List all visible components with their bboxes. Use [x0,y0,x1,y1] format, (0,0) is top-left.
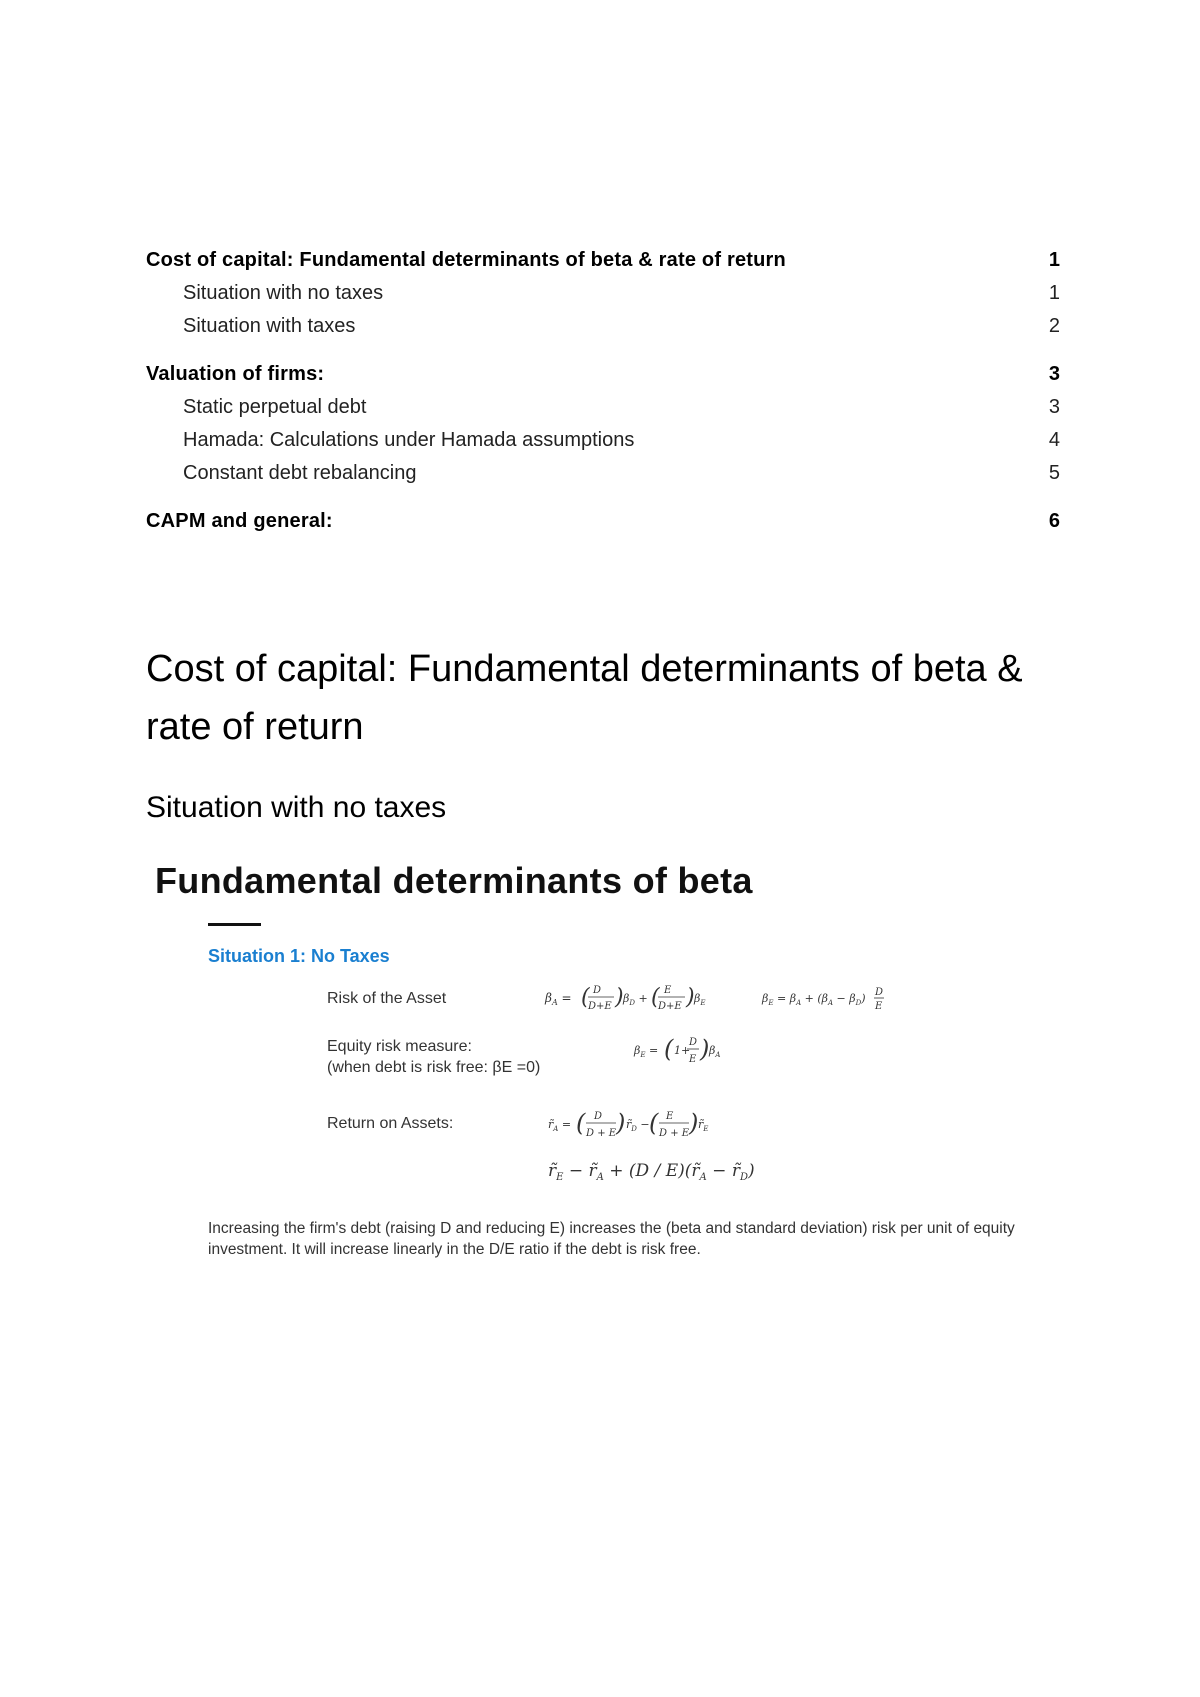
svg-text:(: ( [581,985,590,1010]
table-of-contents [146,244,1060,538]
svg-text:E: E [875,1001,883,1012]
toc-entry-title: CAPM and general: [146,510,333,532]
svg-text:): ) [689,1109,699,1137]
formula-beta-equity-svg [634,1030,734,1070]
slide-title-underline [208,923,261,926]
svg-text:D: D [689,1037,698,1048]
svg-text:D: D [875,987,884,998]
svg-text:D+E: D+E [658,1001,682,1012]
svg-text:(: ( [651,985,660,1010]
formula-return-equity [548,1154,755,1190]
toc-entry-section[interactable] [146,505,1060,538]
svg-text:βE = βA + (βA − βD): $\beta_E = \beta_A + (\beta_A - \beta_D)$ [762,992,866,1007]
toc-entry-page-number: 3 [1048,363,1060,385]
svg-text:D + E: D + E [586,1128,617,1139]
toc-entry-title: Situation with no taxes [183,282,384,304]
svg-text:D + E: D + E [659,1128,690,1139]
svg-text:βE: $\beta_E$ [694,992,706,1007]
toc-gap [146,343,1060,358]
formula-return-assets [548,1104,718,1147]
formula-beta-asset-svg [545,980,745,1016]
equity-risk-label-line1: Equity risk measure: [327,1038,472,1055]
svg-text:E: E [689,1054,697,1065]
toc-entry-title: Hamada: Calculations under Hamada assumptions [183,429,635,451]
toc-entry-page-number: 5 [1048,462,1060,484]
formula-beta-asset [545,980,745,1019]
svg-text:βA: $\beta_A$ [709,1044,721,1059]
toc-entry-title: Constant debt rebalancing [183,462,417,484]
svg-text:r̃E: $r̃_E$ [698,1118,709,1133]
toc-gap [146,490,1060,505]
embedded-slide [150,850,1070,1270]
svg-text:D: D [594,1111,603,1122]
svg-text:): ) [615,985,624,1010]
formula-beta-equity [634,1030,734,1073]
return-on-assets-label: Return on Assets: [327,1115,454,1132]
svg-text:E: E [666,1111,674,1122]
svg-text:1+: 1+ [674,1044,691,1057]
toc-entry-subsection[interactable] [146,457,1060,490]
svg-text:): ) [700,1035,710,1063]
slide-explanation: Increasing the firm's debt (raising D and reducing E) increases the (beta and standard deviation) risk per unit of equity investment. It will increase linearly in the D/E ratio if the debt is risk free. [208,1220,1015,1258]
svg-text:(: ( [664,1035,674,1063]
toc-entry-page-number: 1 [1048,249,1060,271]
toc-entry-page-number: 6 [1048,510,1060,532]
toc-entry-page-number: 1 [1048,282,1060,304]
svg-text:r̃D −: $r̃_D$ − [626,1118,650,1133]
svg-text:βD +: $\beta_D$ + [623,992,648,1007]
svg-text:r̃A =: $r̃_A$ = [548,1118,572,1133]
toc-entry-page-number: 3 [1048,396,1060,418]
formula-beta-equity-alt-svg [762,980,902,1016]
toc-entry-title: Valuation of firms: [146,363,325,385]
slide-title: Fundamental determinants of beta [155,860,753,901]
toc-entry-page-number: 2 [1048,315,1060,337]
risk-of-asset-label: Risk of the Asset [327,990,447,1007]
svg-text:βE =: $\beta_E$ = [634,1044,659,1059]
svg-text:): ) [616,1109,626,1137]
toc-entry-section[interactable] [146,244,1060,277]
svg-text:E: E [664,985,672,996]
svg-text:(: ( [576,1109,586,1137]
formula-beta-equity-alt [762,980,902,1019]
equity-risk-label-line2: (when debt is risk free: βE =0) [327,1059,541,1076]
toc-entry-subsection[interactable] [146,277,1060,310]
formula-return-assets-svg [548,1104,718,1144]
toc-entry-title: Static perpetual debt [183,396,367,418]
equity-risk-label [327,1036,540,1078]
toc-entry-subsection[interactable] [146,310,1060,343]
svg-text:(: ( [649,1109,659,1137]
svg-text:βA =: $\beta_A$ = [545,991,572,1007]
toc-entry-page-number: 4 [1048,429,1060,451]
toc-entry-subsection[interactable] [146,424,1060,457]
slide-subtitle: Situation 1: No Taxes [208,946,390,966]
formula-return-equity-svg [548,1154,755,1186]
toc-entry-subsection[interactable] [146,391,1060,424]
toc-entry-section[interactable] [146,358,1060,391]
heading-situation-no-taxes: Situation with no taxes [146,791,447,824]
toc-entry-title: Situation with taxes [183,315,356,337]
svg-text:r̃E − r̃A + (D / E)(r̃A − r̃D): $r̃_E$ − $r̃_A + (D$ / $E)(r̃_A$ − $r̃_D$) [548,1161,755,1183]
svg-text:D: D [593,985,602,996]
svg-text:D+E: D+E [588,1001,612,1012]
toc-entry-title: Cost of capital: Fundamental determinants of beta & rate of return [146,249,786,271]
heading-cost-of-capital: Cost of capital: Fundamental determinants of beta & rate of return [146,648,1023,748]
svg-text:): ) [686,985,695,1010]
